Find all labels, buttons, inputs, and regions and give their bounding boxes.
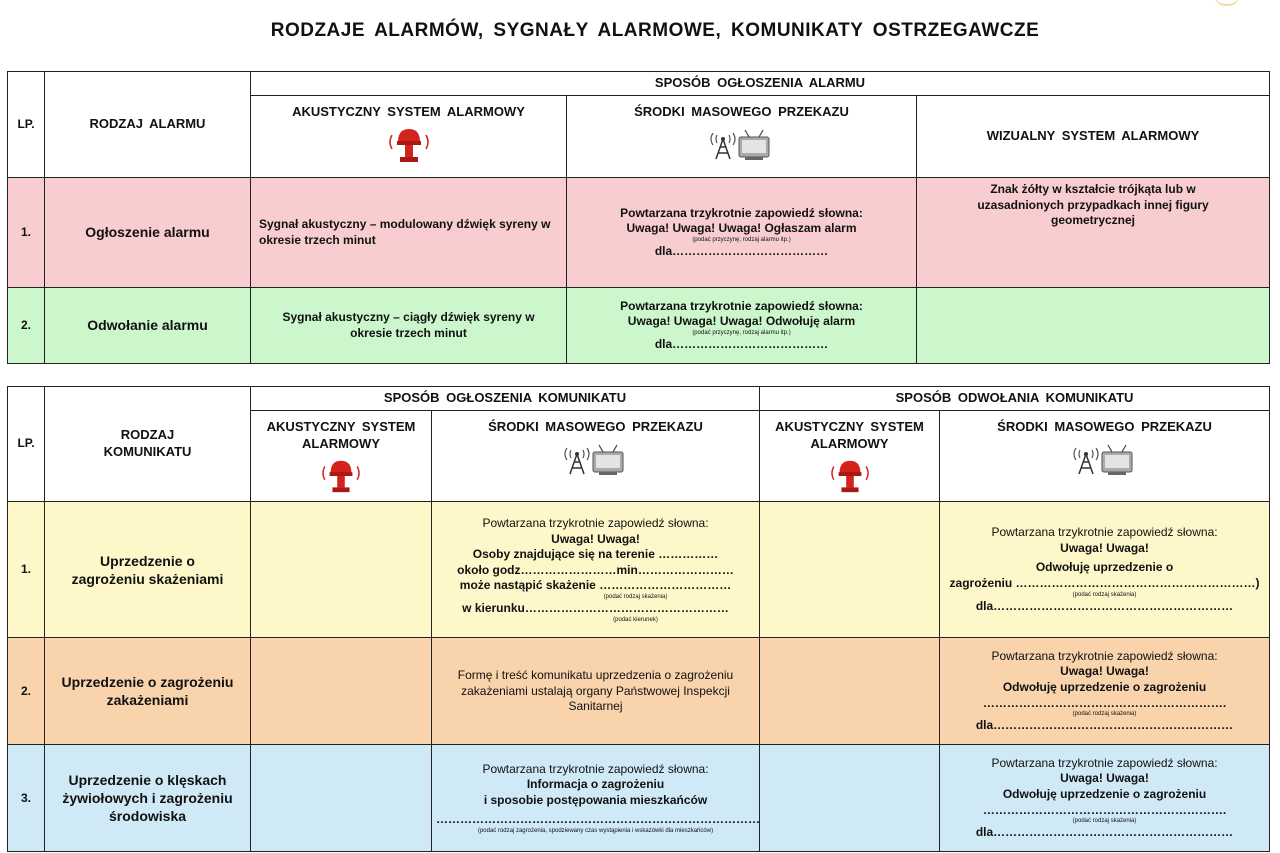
row-1-media-hint: (podać przyczynę, rodzaj alarmu itp.) — [692, 236, 791, 243]
c-row-1-odw-line2: Uwaga! Uwaga! — [1060, 540, 1149, 555]
c-row-3-odw-dla: dla…………………………………………………… — [975, 825, 1234, 840]
c-row-2-odw-dla: dla…………………………………………………… — [975, 718, 1234, 733]
row-1-media-line1: Powtarzana trzykrotnie zapowiedź słowna: — [620, 205, 863, 220]
c-row-1-odw-line1: Powtarzana trzykrotnie zapowiedź słowna: — [991, 525, 1218, 540]
c-row-2-cancel-acoustic — [760, 638, 940, 745]
c-row-2-announce-acoustic — [251, 638, 432, 745]
c-row-3-cancel-acoustic — [760, 745, 940, 852]
siren-icon — [318, 457, 364, 500]
media-column-header — [567, 96, 917, 178]
cancel-media-label: ŚRODKI MASOWEGO PRZEKAZU — [997, 419, 1212, 434]
c-row-1-odw-dla: dla…………………………………………………… — [975, 598, 1234, 613]
siren-icon — [386, 125, 432, 170]
c-row-1-odw-line3: Odwołuję uprzedzenie o — [1035, 560, 1174, 575]
c-row-3-announce-media — [432, 745, 760, 852]
acoustic-header-label: AKUSTYCZNY SYSTEM ALARMOWY — [292, 104, 525, 119]
cancel-acoustic-label: AKUSTYCZNY SYSTEM ALARMOWY — [775, 419, 924, 451]
announce-acoustic-header — [251, 411, 432, 502]
row-1-media — [567, 178, 917, 288]
c-row-3-lp: 3. — [8, 745, 45, 852]
c-row-1-ogl-line1: Powtarzana trzykrotnie zapowiedź słowna: — [482, 515, 709, 530]
row-2-visual — [917, 288, 1270, 364]
cancel-method-header: SPOSÓB ODWOŁANIA KOMUNIKATU — [760, 387, 1270, 411]
radio-tower-tv-icon — [709, 125, 775, 166]
announce-acoustic-label: AKUSTYCZNY SYSTEM ALARMOWY — [266, 419, 416, 451]
c-row-1-ogl-line3: Osoby znajdujące się na terenie …………… — [472, 547, 719, 562]
c-row-2-cancel-media — [940, 638, 1270, 745]
page-title: RODZAJE ALARMÓW, SYGNAŁY ALARMOWE, KOMUNIKATY OSTRZEGAWCZE — [270, 20, 1040, 41]
alarm-method-header: SPOSÓB OGŁOSZENIA ALARMU — [251, 72, 1270, 96]
c-row-3-odw-line2: Uwaga! Uwaga! — [1060, 771, 1149, 786]
c-row-2-name: Uprzedzenie o zagrożeniu zakażeniami — [45, 638, 251, 745]
c-row-2-lp: 2. — [8, 638, 45, 745]
radio-tower-tv-icon — [1072, 440, 1138, 481]
c-row-1-odw-hint: (podać rodzaj skażenia) — [1072, 591, 1137, 598]
c-row-1-lp: 1. — [8, 502, 45, 638]
c-row-3-ogl-line1: Powtarzana trzykrotnie zapowiedź słowna: — [482, 761, 709, 776]
c-row-1-ogl-line6: w kierunku…………………………………………… — [462, 601, 729, 616]
c-row-2-odw-line3: Odwołuję uprzedzenie o zagrożeniu — [1002, 679, 1207, 694]
c-row-1-announce-media — [432, 502, 760, 638]
c-row-1-announce-acoustic — [251, 502, 432, 638]
visual-column-header: WIZUALNY SYSTEM ALARMOWY — [917, 96, 1270, 178]
row-1-media-line2: Uwaga! Uwaga! Uwaga! Ogłaszam alarm — [626, 221, 857, 236]
row-2-lp: 2. — [8, 288, 45, 364]
alarm-table — [7, 71, 1270, 364]
cancel-acoustic-header — [760, 411, 940, 502]
c-row-2-odw-line1: Powtarzana trzykrotnie zapowiedź słowna: — [991, 648, 1218, 663]
row-1-acoustic-text: Sygnał akustyczny – modulowany dźwięk syreny w okresie trzech minut — [259, 216, 551, 247]
siren-icon — [827, 457, 873, 500]
cancel-media-header — [940, 411, 1270, 502]
lp-header-2: LP. — [8, 387, 45, 502]
announce-method-header: SPOSÓB OGŁOSZENIA KOMUNIKATU — [251, 387, 760, 411]
lp-header: LP. — [8, 72, 45, 178]
corner-decoration — [1214, 0, 1240, 6]
c-row-1-name: Uprzedzenie o zagrożeniu skażeniami — [45, 502, 251, 638]
c-row-3-ogl-line2: Informacja o zagrożeniu — [526, 777, 665, 792]
c-row-1-odw-line4: zagrożeniu ……………………………………………………) — [949, 576, 1260, 591]
row-2-name: Odwołanie alarmu — [45, 288, 251, 364]
c-row-1-ogl-hint1: (podać rodzaj skażenia) — [603, 593, 668, 600]
c-row-1-ogl-hint2: (podać kierunek) — [613, 616, 658, 623]
c-row-2-odw-dots: ……………………………………………………. — [982, 695, 1227, 710]
communique-type-header: RODZAJ KOMUNIKATU — [45, 387, 251, 502]
c-row-3-odw-line3: Odwołuję uprzedzenie o zagrożeniu — [1002, 786, 1207, 801]
c-row-3-odw-hint: (podać rodzaj skażenia) — [1072, 818, 1137, 825]
row-1-lp: 1. — [8, 178, 45, 288]
media-header-label: ŚRODKI MASOWEGO PRZEKAZU — [634, 104, 849, 119]
c-row-3-odw-line1: Powtarzana trzykrotnie zapowiedź słowna: — [991, 755, 1218, 770]
c-row-1-ogl-line4: około godz……………………min…………………… — [457, 562, 734, 577]
row-1-media-dla: dla………………………………… — [654, 243, 829, 258]
announce-media-header — [432, 411, 760, 502]
c-row-2-announce-media: Formę i treść komunikatu uprzedzenia o zagrożeniu zakażeniami ustalają organy Państwowej Inspekcji Sanitarnej — [432, 638, 760, 745]
c-row-2-odw-hint: (podać rodzaj skażenia) — [1072, 711, 1137, 718]
row-1-name: Ogłoszenie alarmu — [45, 178, 251, 288]
c-row-2-odw-line2: Uwaga! Uwaga! — [1060, 664, 1149, 679]
c-row-3-ogl-hint: (podać rodzaj zagrożenia, spodziewany czas wystąpienia i wskazówki dla mieszkańców) — [477, 827, 714, 834]
c-row-3-name: Uprzedzenie o klęskach żywiołowych i zagrożeniu środowiska — [45, 745, 251, 852]
row-2-media-dla: dla………………………………… — [654, 336, 829, 351]
c-row-3-odw-dots: ……………………………………………………. — [982, 802, 1227, 817]
announce-media-label: ŚRODKI MASOWEGO PRZEKAZU — [488, 419, 703, 434]
row-1-visual: Znak żółty w kształcie trójkąta lub w uzasadnionych przypadkach innej figury geometrycznej — [917, 178, 1270, 288]
acoustic-column-header — [251, 96, 567, 178]
c-row-1-cancel-media — [940, 502, 1270, 638]
c-row-1-ogl-line5: może nastąpić skażenie …………………………… — [459, 578, 732, 593]
c-row-3-cancel-media — [940, 745, 1270, 852]
row-2-media — [567, 288, 917, 364]
c-row-1-cancel-acoustic — [760, 502, 940, 638]
c-row-3-announce-acoustic — [251, 745, 432, 852]
row-2-media-line2: Uwaga! Uwaga! Uwaga! Odwołuję alarm — [627, 314, 856, 329]
c-row-3-ogl-dots: ……………………………………………………………………… — [436, 812, 760, 827]
c-row-1-ogl-line2: Uwaga! Uwaga! — [551, 531, 640, 546]
communique-table — [7, 386, 1270, 852]
radio-tower-tv-icon — [563, 440, 629, 481]
row-1-acoustic — [251, 178, 567, 288]
c-row-3-ogl-line3: i sposobie postępowania mieszkańców — [483, 792, 708, 807]
row-2-media-hint: (podać przyczynę, rodzaj alarmu itp.) — [692, 329, 791, 336]
row-2-acoustic: Sygnał akustyczny – ciągły dźwięk syreny w okresie trzech minut — [251, 288, 567, 364]
row-2-media-line1: Powtarzana trzykrotnie zapowiedź słowna: — [620, 298, 863, 313]
alarm-type-header: RODZAJ ALARMU — [45, 72, 251, 178]
